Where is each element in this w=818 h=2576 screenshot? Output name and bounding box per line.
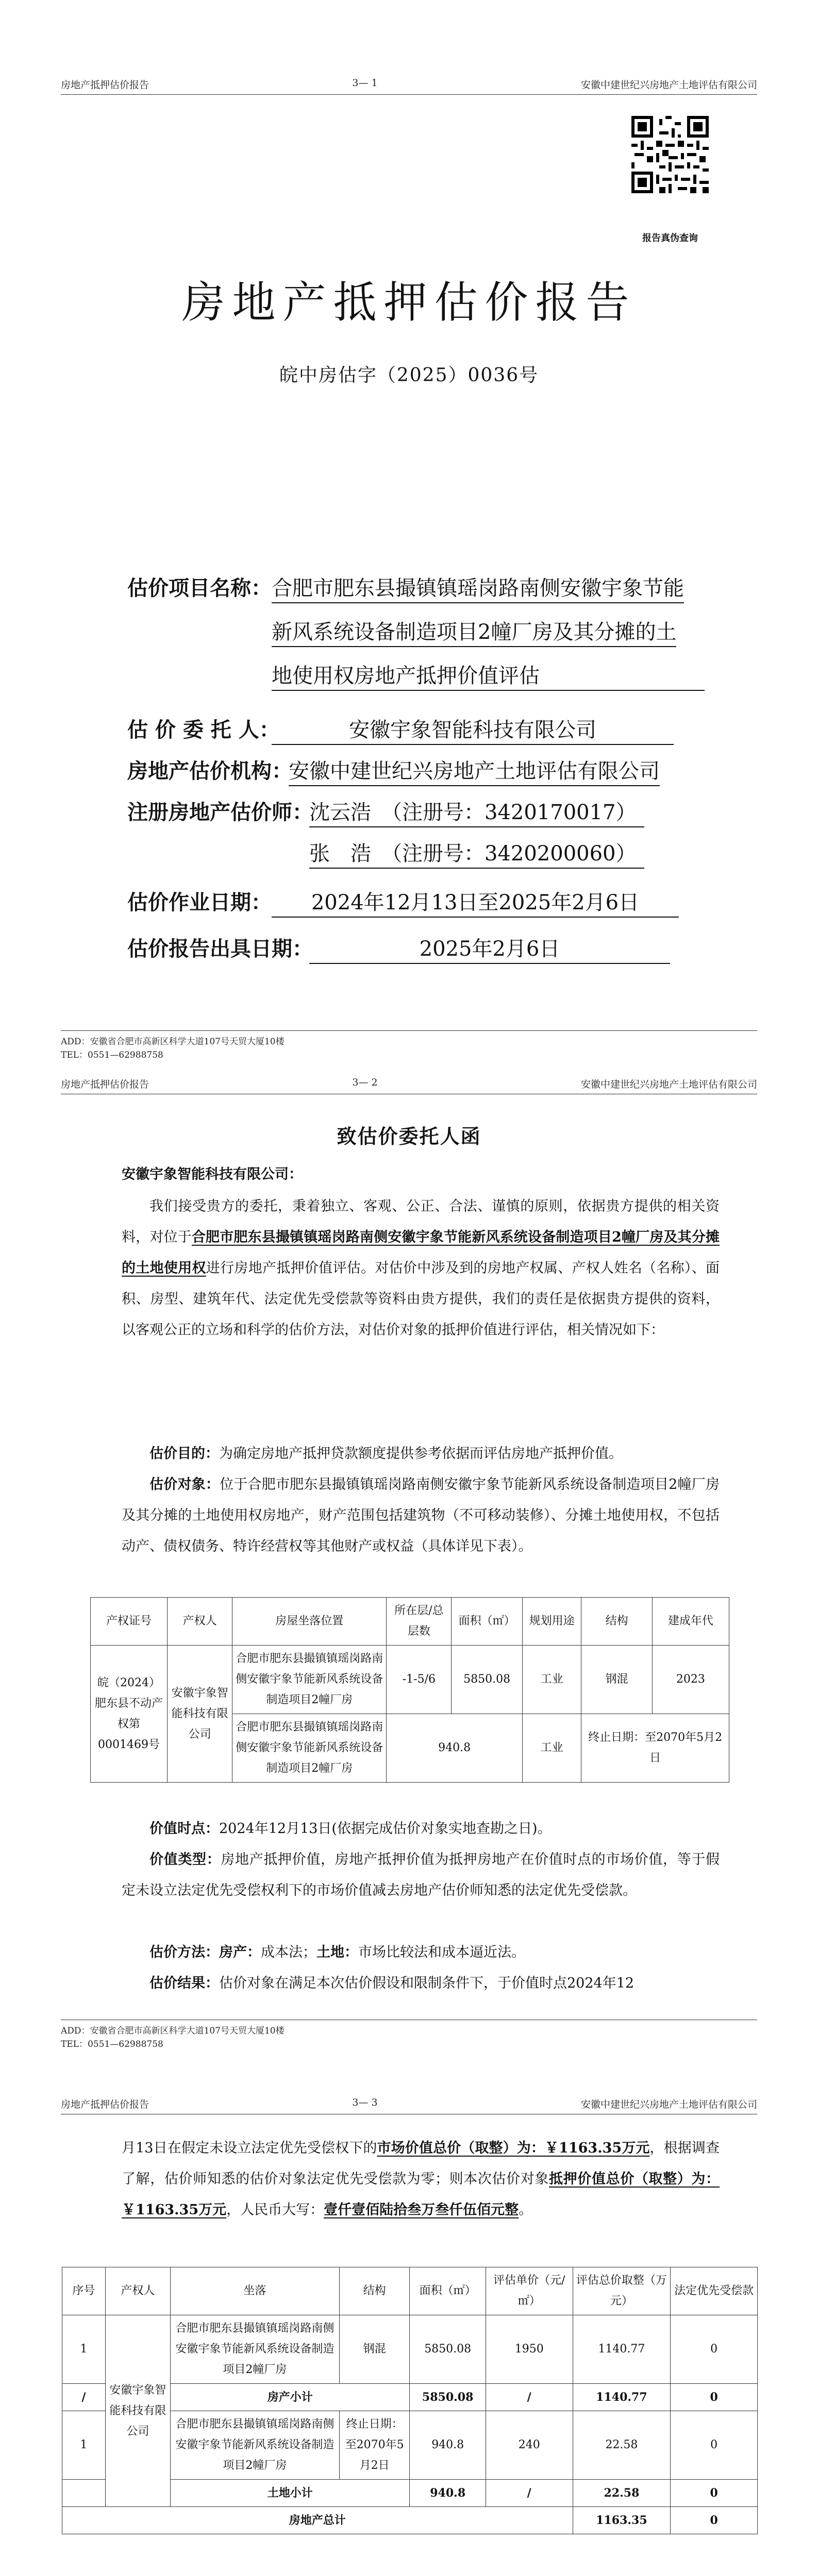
- col-header: 评估总价取整（万元）: [573, 2267, 671, 2315]
- purpose-label: 估价目的：: [149, 1446, 219, 1462]
- project-value-2: 新风系统设备制造项目2幢厂房及其分摊的土: [272, 616, 676, 647]
- area: 5850.08: [410, 2384, 486, 2411]
- table-row: [91, 1646, 729, 1714]
- report-date-value: 2025年2月6日: [309, 933, 670, 964]
- col-header: 房屋坐落位置: [232, 1598, 387, 1646]
- col-header: 产权证号: [91, 1598, 168, 1646]
- total-price: 1140.77: [573, 2384, 671, 2411]
- cover-page: [0, 0, 818, 1082]
- row-number: [62, 2480, 106, 2507]
- grand-total-label: 房地产总计: [62, 2507, 573, 2534]
- valuation-object: [122, 1469, 720, 1562]
- unit-price: /: [486, 2384, 573, 2411]
- header-company: 安徽中建世纪兴房地产土地评估有限公司: [580, 79, 757, 91]
- col-header: 规划用途: [522, 1598, 581, 1646]
- value-type-label: 价值类型：: [149, 1852, 221, 1868]
- letter-addressee: [122, 1159, 720, 1190]
- valuation-purpose: [122, 1438, 720, 1469]
- grand-total-pref: 0: [671, 2507, 758, 2534]
- table-header-row: [62, 2267, 758, 2315]
- header-title: 房地产抵押估价报告: [61, 79, 149, 91]
- document-number: 皖中房估字（2025）0036号: [279, 365, 539, 386]
- report-title: 房地产抵押估价报告: [181, 277, 637, 328]
- preferential-payment: 0: [671, 2315, 758, 2384]
- qr-caption: 报告真伪查询: [642, 233, 698, 244]
- area: 940.8: [410, 2411, 486, 2480]
- method-house-label: 房产：: [219, 1944, 261, 1960]
- result-text-4: ，人民币大写：: [226, 2202, 324, 2218]
- location: 合肥市肥东县撮镇镇瑶岗路南侧安徽宇象节能新风系统设备制造项目2幢厂房: [170, 2411, 339, 2480]
- appraiser-2: 张 浩 （注册号：3420200060）: [309, 837, 644, 869]
- intro-object: 合肥市肥东县撮镇镇瑶岗路南侧安徽宇象节能新风系统设备制造项目2幢厂房及其分摊的土地使用权: [122, 1229, 720, 1276]
- period-value: 2024年12月13日至2025年2月6日: [272, 886, 679, 918]
- result-table: [62, 2267, 758, 2534]
- col-header: 结构: [339, 2267, 410, 2315]
- floor-info: -1-5/6: [387, 1646, 452, 1714]
- preferential-payment: 0: [671, 2480, 758, 2507]
- page-number: 3— 1: [352, 77, 378, 89]
- footer-address: ADD：安徽省合肥市高新区科学大道107号天贸大厦10楼: [61, 2026, 285, 2036]
- intro-part-a: 我们接受贵方的委托，秉着独立、客观、公正、合法、谨慎的原则，依据贵方提供的相关资料，对位于: [122, 1198, 720, 1245]
- method-house: 成本法；: [261, 1944, 316, 1960]
- col-header: 法定优先受偿款: [671, 2267, 758, 2315]
- purpose-text: 为确定房地产抵押贷款额度提供参考依据而评估房地产抵押价值。: [219, 1446, 623, 1462]
- land-end-date: 终止日期：至2070年5月2日: [339, 2411, 410, 2480]
- method-label: 估价方法：: [149, 1944, 219, 1960]
- method-land: 市场比较法和成本逼近法。: [358, 1944, 525, 1960]
- project-value-3: 地使用权房地产抵押价值评估: [272, 659, 705, 691]
- header-title: 房地产抵押估价报告: [61, 2099, 149, 2110]
- col-header: 面积（㎡）: [452, 1598, 523, 1646]
- structure: 钢混: [581, 1646, 653, 1714]
- page-header: [61, 2097, 757, 2114]
- result-page: [0, 2071, 818, 2576]
- building-area: 5850.08: [452, 1646, 523, 1714]
- col-header: 建成年代: [652, 1598, 729, 1646]
- value-date-text: 2024年12月13日(依据完成估价对象实地查勘之日)。: [219, 1821, 552, 1837]
- area: 5850.08: [410, 2315, 486, 2384]
- unit-price: /: [486, 2480, 573, 2507]
- land-use: 工业: [522, 1714, 581, 1783]
- page-header: [61, 77, 757, 95]
- appraiser-1: 沈云浩 （注册号：3420170017）: [309, 796, 644, 827]
- land-area: 940.8: [387, 1714, 523, 1783]
- method-land-label: 土地：: [316, 1944, 358, 1960]
- intro-part-c: 进行房地产抵押价值评估。对估价中涉及到的房地产权属、产权人姓名（名称）、面积、房型、建筑年代、法定优先受偿款等资料由贵方提供，我们的责任是依据贵方提供的资料，以客观公正的立场和科学的估价方法，对估价对象的抵押价值进行评估，相关情况如下：: [122, 1260, 720, 1338]
- result-text-3: ，根据调查了解，估价师知悉的估价对象法定优先受偿款为零；则本次估价对象: [122, 2140, 720, 2187]
- value-date: [122, 1814, 720, 1844]
- owner-name: 安徽宇象智能科技有限公司: [105, 2315, 170, 2507]
- mortgage-value-total: 抵押价值总价（取整）为：￥1163.35万元: [122, 2171, 720, 2218]
- client-value: 安徽宇象智能科技有限公司: [272, 714, 674, 745]
- agency-label: 房地产估价机构：: [127, 759, 292, 783]
- table-header-row: [91, 1598, 729, 1646]
- result-text-5: 。: [519, 2202, 533, 2218]
- land-location: 合肥市肥东县撮镇镇瑶岗路南侧安徽宇象节能新风系统设备制造项目2幢厂房: [232, 1714, 387, 1783]
- owner-name: 安徽宇象智能科技有限公司: [168, 1646, 232, 1783]
- page-number: 3— 3: [352, 2097, 378, 2108]
- page-footer: [61, 2020, 757, 2051]
- footer-tel: TEL：0551—62988758: [61, 2039, 163, 2049]
- location: 合肥市肥东县撮镇镇瑶岗路南侧安徽宇象节能新风系统设备制造项目2幢厂房: [170, 2315, 339, 2384]
- row-number: /: [62, 2384, 106, 2411]
- row-number: 1: [62, 2315, 106, 2384]
- valuation-result: [122, 2133, 720, 2226]
- value-date-label: 价值时点：: [149, 1821, 219, 1837]
- preferential-payment: 0: [671, 2384, 758, 2411]
- structure: 钢混: [339, 2315, 410, 2384]
- build-year: 2023: [652, 1646, 729, 1714]
- subtotal-label: 房产小计: [170, 2384, 410, 2411]
- col-header: 产权人: [168, 1598, 232, 1646]
- value-type-text: 房地产抵押价值，房地产抵押价值为抵押房地产在价值时点的市场价值，等于假定未设立法定优先受偿权利下的市场价值减去房地产估价师知悉的法定优先受偿款。: [122, 1852, 720, 1899]
- total-price: 1140.77: [573, 2315, 671, 2384]
- land-end-date: 终止日期：至2070年5月2日: [581, 1714, 729, 1783]
- appraiser-label: 注册房地产估价师：: [127, 800, 313, 824]
- object-label: 估价对象：: [149, 1477, 220, 1493]
- col-header: 坐落: [170, 2267, 339, 2315]
- period-label: 估价作业日期：: [127, 890, 272, 914]
- total-price: 22.58: [573, 2480, 671, 2507]
- preferential-payment: 0: [671, 2411, 758, 2480]
- unit-price: 240: [486, 2411, 573, 2480]
- project-value-1: 合肥市肥东县撮镇镇瑶岗路南侧安徽宇象节能: [272, 572, 684, 603]
- planned-use: 工业: [522, 1646, 581, 1714]
- valuation-result-start: [122, 1968, 720, 1999]
- addressee-name: 安徽宇象智能科技有限公司：: [122, 1166, 303, 1182]
- col-header: 面积（㎡）: [410, 2267, 486, 2315]
- page-footer: [61, 1030, 757, 1062]
- area: 940.8: [410, 2480, 486, 2507]
- property-table: [90, 1597, 729, 1783]
- valuation-method: [122, 1937, 720, 1968]
- result-label: 估价结果：: [149, 1975, 219, 1991]
- footer-address: ADD：安徽省合肥市高新区科学大道107号天贸大厦10楼: [61, 1037, 285, 1047]
- cert-number: 皖（2024）肥东县不动产权第0001469号: [91, 1646, 168, 1783]
- letter-intro: [122, 1191, 720, 1346]
- table-row: [62, 2315, 758, 2384]
- property-location: 合肥市肥东县撮镇镇瑶岗路南侧安徽宇象节能新风系统设备制造项目2幢厂房: [232, 1646, 387, 1714]
- header-title: 房地产抵押估价报告: [61, 1079, 149, 1090]
- col-header: 产权人: [105, 2267, 170, 2315]
- col-header: 结构: [581, 1598, 653, 1646]
- market-value-total: 市场价值总价（取整）为：￥1163.35万元: [377, 2140, 650, 2156]
- footer-tel: TEL：0551—62988758: [61, 1050, 163, 1060]
- table-row: [62, 2507, 758, 2534]
- page-header: [61, 1077, 757, 1094]
- qr-code-icon[interactable]: [631, 116, 709, 193]
- col-header: 评估单价（元/㎡）: [486, 2267, 573, 2315]
- letter-page: [0, 1072, 818, 2169]
- subtotal-label: 土地小计: [170, 2480, 410, 2507]
- report-date-label: 估价报告出具日期：: [127, 937, 313, 961]
- value-type: [122, 1844, 720, 1906]
- header-company: 安徽中建世纪兴房地产土地评估有限公司: [580, 2099, 757, 2110]
- object-text: 位于合肥市肥东县撮镇镇瑶岗路南侧安徽宇象节能新风系统设备制造项目2幢厂房及其分摊的土地使用权房地产，财产范围包括建筑物（不可移动装修）、分摊土地使用权，不包括动产、债权债务、特许经营权等其他财产或权益（具体详见下表）。: [122, 1477, 720, 1554]
- row-number: 1: [62, 2411, 106, 2480]
- total-price: 22.58: [573, 2411, 671, 2480]
- unit-price: 1950: [486, 2315, 573, 2384]
- letter-title: 致估价委托人函: [337, 1125, 481, 1148]
- project-label: 估价项目名称：: [127, 576, 272, 600]
- header-company: 安徽中建世纪兴房地产土地评估有限公司: [580, 1079, 757, 1090]
- col-header: 序号: [62, 2267, 106, 2315]
- client-label: 估 价 委 托 人：: [127, 718, 280, 742]
- grand-total: 1163.35: [573, 2507, 671, 2534]
- result-text-2: 月13日在假定未设立法定优先受偿权下的: [122, 2140, 377, 2156]
- result-text-1: 估价对象在满足本次估价假设和限制条件下，于价值时点2024年12: [219, 1975, 635, 1991]
- col-header: 所在层/总层数: [387, 1598, 452, 1646]
- value-in-words: 壹仟壹佰陆拾叁万叁仟伍佰元整: [324, 2202, 519, 2218]
- page-number: 3— 2: [352, 1077, 378, 1088]
- agency-value: 安徽中建世纪兴房地产土地评估有限公司: [289, 755, 660, 786]
